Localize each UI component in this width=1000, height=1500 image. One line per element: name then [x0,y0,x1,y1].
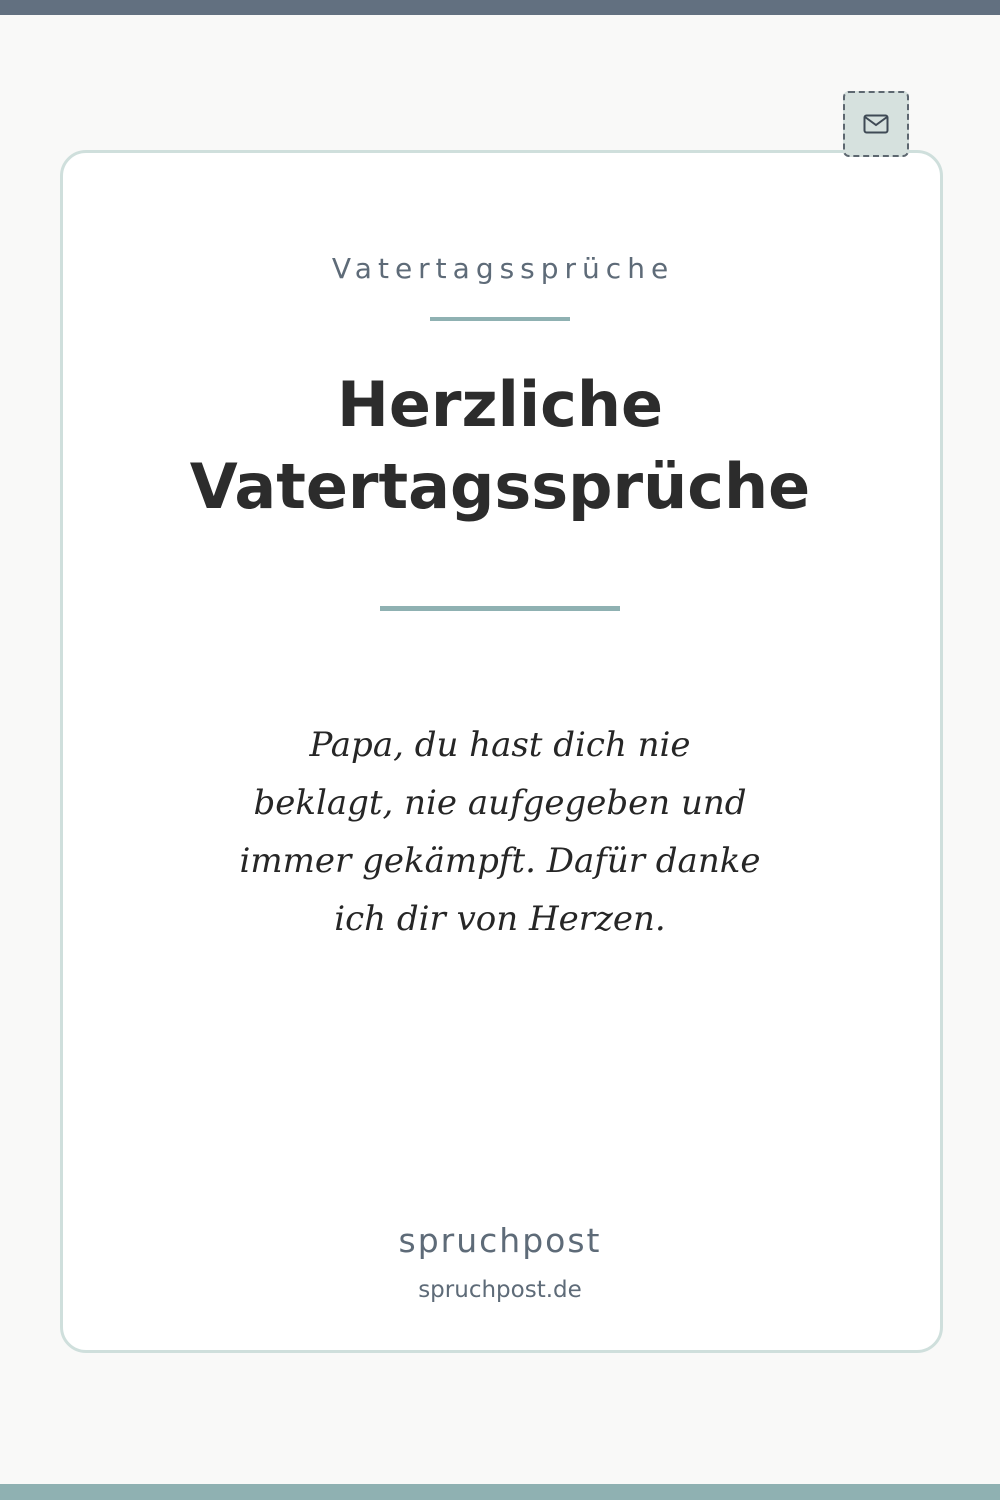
quote-line: immer gekämpft. Dafür danke [239,841,761,881]
title-line: Herzliche [336,368,664,441]
quote-line: beklagt, nie aufgegeben und [253,783,747,823]
postage-stamp [843,91,909,157]
top-color-bar [0,0,1000,15]
envelope-icon [863,114,889,134]
quote-text [200,716,800,948]
divider-middle [380,606,620,611]
page-title [150,364,850,528]
divider-top [430,317,570,321]
quote-line: Papa, du hast dich nie [309,725,691,765]
brand-name: spruchpost [398,1221,602,1260]
title-line: Vatertagssprüche [189,450,811,523]
brand-url: spruchpost.de [418,1277,582,1303]
quote-line: ich dir von Herzen. [334,899,666,939]
category-label: Vatertagssprüche [331,252,675,285]
bottom-color-bar [0,1484,1000,1500]
